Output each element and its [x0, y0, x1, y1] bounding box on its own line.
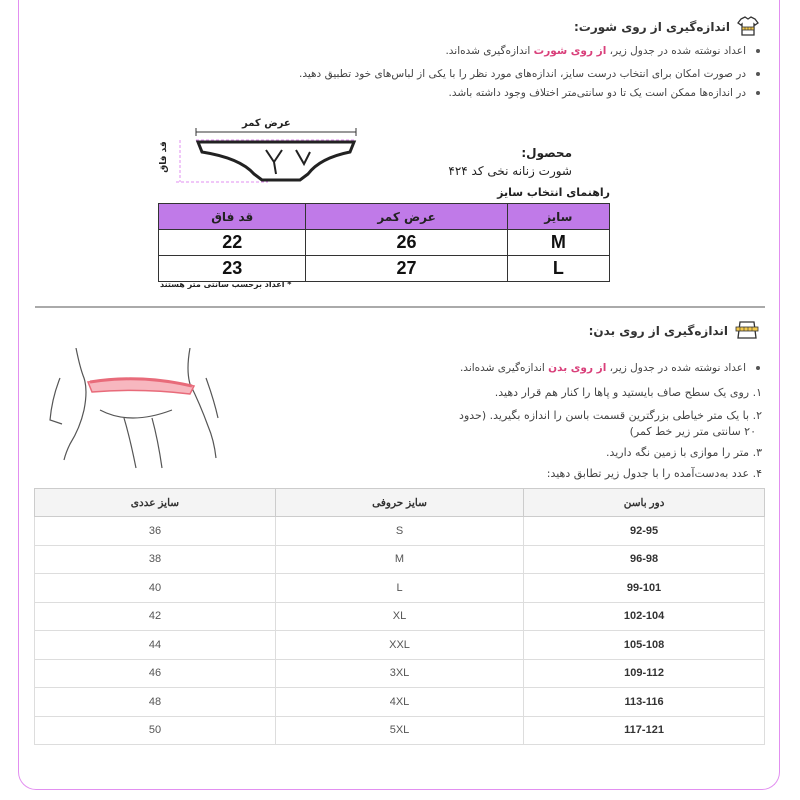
table-cell: 3XL	[275, 659, 523, 688]
bullet-text: اعداد نوشته شده در جدول زیر،	[606, 45, 746, 57]
cell: 27	[306, 256, 507, 282]
table-row	[35, 659, 765, 688]
product-table-header	[159, 204, 610, 230]
table-cell: XL	[275, 602, 523, 631]
table-cell: S	[275, 517, 523, 546]
table-row	[35, 545, 765, 574]
header-size: سایز	[507, 204, 609, 230]
header-number-size: سایز عددی	[35, 489, 276, 517]
table-cell: 105-108	[524, 631, 765, 660]
table-cell: 44	[35, 631, 276, 660]
header-hip: دور باسن	[524, 489, 765, 517]
section1-heading	[574, 14, 760, 41]
bullet-dot	[756, 72, 760, 76]
bullet-dot	[756, 91, 760, 95]
header-crotch: قد فاق	[159, 204, 306, 230]
measuring-tape-icon	[734, 318, 760, 345]
table-cell: 38	[35, 545, 276, 574]
bullet-highlight: از روی بدن	[548, 362, 607, 374]
product-name: شورت زنانه نخی کد ۴۲۴	[448, 164, 572, 178]
table-cell: 96-98	[524, 545, 765, 574]
size-guide-title: راهنمای انتخاب سایز	[497, 186, 610, 199]
bullet-text: اندازه‌گیری شده‌اند.	[459, 362, 549, 374]
table-row	[35, 716, 765, 745]
table-cell: 36	[35, 517, 276, 546]
step-4: ۴. عدد به‌دست‌آمده را با جدول زیر تطابق دهید:	[546, 467, 762, 480]
section1-bullet-2	[299, 68, 760, 80]
crotch-label: قد فاق	[158, 141, 169, 173]
footnote: * اعداد برحسب سانتی متر هستند	[160, 280, 292, 289]
section2-bullet	[460, 362, 760, 374]
table-cell: 42	[35, 602, 276, 631]
product-heading: محصول:	[521, 146, 572, 160]
step-3: ۳. متر را موازی با زمین نگه دارید.	[605, 446, 762, 459]
waist-label: عرض کمر	[242, 118, 291, 129]
table-row	[35, 517, 765, 546]
bullet-dot	[756, 366, 760, 370]
cell: L	[507, 256, 609, 282]
size-table-body	[35, 517, 765, 745]
cell: M	[507, 230, 609, 256]
table-cell: 99-101	[524, 574, 765, 603]
body-measure-illustration	[40, 348, 230, 473]
table-cell: 5XL	[275, 716, 523, 745]
table-cell: 117-121	[524, 716, 765, 745]
product-table-row	[159, 256, 610, 282]
header-letter-size: سایز حروفی	[275, 489, 523, 517]
step-2: ۲. با یک متر خیاطی بزرگترین قسمت باسن را اندازه بگیرید. (حدود	[459, 409, 762, 422]
header-waist: عرض کمر	[306, 204, 507, 230]
table-cell: XXL	[275, 631, 523, 660]
table-cell: 113-116	[524, 688, 765, 717]
table-cell: 92-95	[524, 517, 765, 546]
section1-title: اندازه‌گیری از روی شورت:	[573, 20, 730, 34]
bullet-text: اندازه‌گیری شده‌اند.	[445, 45, 534, 57]
section2-heading	[589, 318, 760, 345]
table-cell: L	[275, 574, 523, 603]
table-cell: M	[275, 545, 523, 574]
table-cell: 50	[35, 716, 276, 745]
table-cell: 102-104	[524, 602, 765, 631]
step-2-cont: ۲۰ سانتی متر زیر خط کمر)	[629, 425, 756, 438]
table-row	[35, 688, 765, 717]
table-row	[35, 602, 765, 631]
table-cell: 4XL	[275, 688, 523, 717]
section-divider	[35, 306, 765, 308]
table-row	[35, 631, 765, 660]
table-cell: 48	[35, 688, 276, 717]
cell: 22	[159, 230, 306, 256]
section1-bullet-3	[448, 87, 760, 99]
section2-title: اندازه‌گیری از روی بدن:	[588, 324, 728, 338]
cell: 23	[159, 256, 306, 282]
bullet-text: در صورت امکان برای انتخاب درست سایز، اندازه‌های مورد نظر را با یکی از لباس‌های خود تطبیق دهید.	[299, 68, 746, 80]
tshirt-icon	[736, 14, 760, 41]
table-cell: 46	[35, 659, 276, 688]
product-table-row	[159, 230, 610, 256]
bullet-text: اعداد نوشته شده در جدول زیر،	[606, 362, 746, 374]
product-size-table	[158, 203, 610, 282]
step-1: ۱. روی یک سطح صاف بایستید و پاها را کنار هم قرار دهید.	[494, 386, 762, 399]
table-row	[35, 574, 765, 603]
table-cell: 40	[35, 574, 276, 603]
cell: 26	[306, 230, 507, 256]
table-cell: 109-112	[524, 659, 765, 688]
section1-bullet-1	[445, 45, 760, 57]
bullet-text: در اندازه‌ها ممکن است یک تا دو سانتی‌متر اختلاف وجود داشته باشد.	[448, 87, 746, 99]
bullet-dot	[756, 49, 760, 53]
body-size-table	[34, 488, 765, 745]
size-table-header	[35, 489, 765, 517]
bullet-highlight: از روی شورت	[533, 45, 607, 57]
